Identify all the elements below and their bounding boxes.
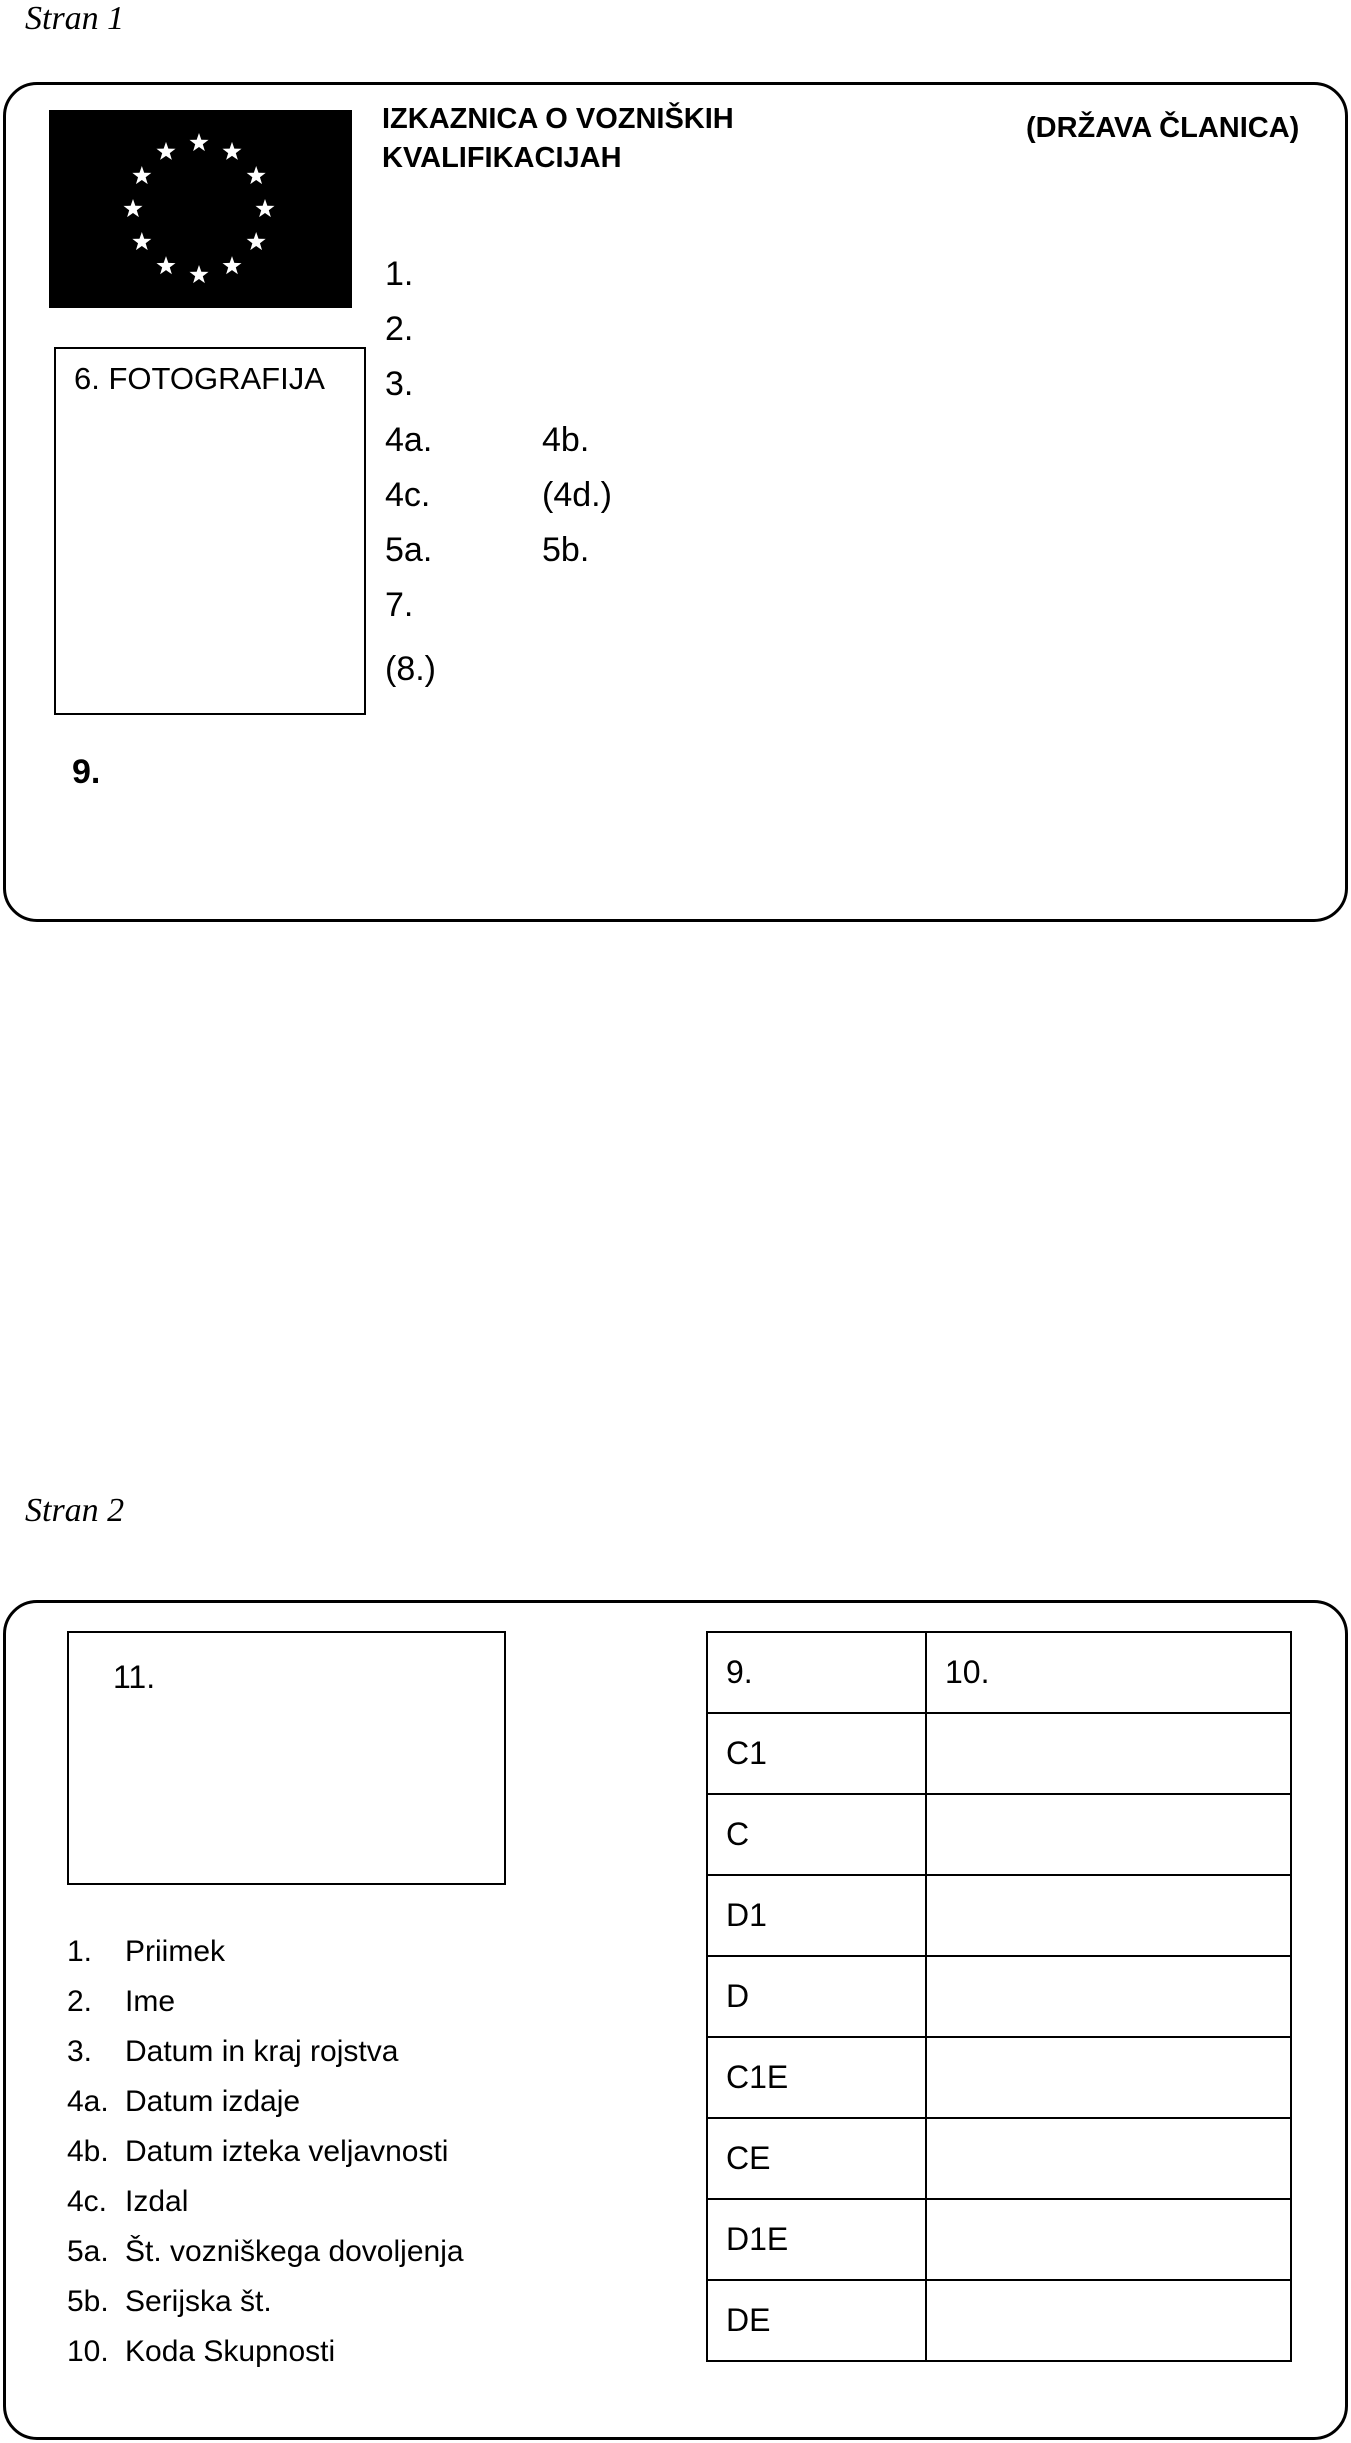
page2-label: Stran 2 [25,1492,125,1529]
legend-item: 1. Priimek [67,1935,226,1968]
star-icon [189,133,208,151]
legend-item: 4b. Datum izteka veljavnosti [67,2135,449,2168]
table-cell-category: CE [707,2118,926,2199]
table-cell-category: C1E [707,2037,926,2118]
field-4a: 4a. [385,421,433,459]
star-icon [132,166,151,184]
category-table [706,1631,1292,2362]
table-row [707,2280,1291,2361]
table-row [707,2118,1291,2199]
table-cell-code [926,2118,1291,2199]
legend-item: 4c. Izdal [67,2185,189,2218]
table-cell-code [926,1794,1291,1875]
eu-flag-stars [49,110,352,308]
table-cell-category: DE [707,2280,926,2361]
field-4b: 4b. [542,421,590,459]
table-cell-category: C1 [707,1713,926,1794]
card-title-line1: IZKAZNICA O VOZNIŠKIH [382,103,734,135]
table-header-9: 9. [707,1632,926,1713]
legend-item: 3. Datum in kraj rojstva [67,2035,399,2068]
legend-item: 5b. Serijska št. [67,2285,272,2318]
table-header-row [707,1632,1291,1713]
table-cell-code [926,2037,1291,2118]
table-row [707,1713,1291,1794]
star-icon [247,232,266,250]
field-3: 3. [385,365,414,403]
star-icon [123,199,142,217]
page1-card [3,82,1348,922]
box-11-label: 11. [113,1659,156,1695]
table-cell-code [926,2199,1291,2280]
eu-flag-icon [49,110,352,308]
card-title [382,100,734,178]
field-5a: 5a. [385,531,433,569]
field-1: 1. [385,255,414,293]
table-row [707,1956,1291,2037]
photo-label: 6. FOTOGRAFIJA [74,361,325,396]
field-9: 9. [72,753,101,791]
legend-item: 10. Koda Skupnosti [67,2335,336,2368]
page2-card [3,1600,1348,2440]
star-icon [222,256,241,274]
star-icon [156,256,175,274]
field-4c: 4c. [385,476,431,514]
table-cell-category: C [707,1794,926,1875]
star-icon [222,142,241,160]
legend-item: 4a. Datum izdaje [67,2085,301,2118]
field-4d: (4d.) [542,476,612,514]
card-title-line2: KVALIFIKACIJAH [382,142,622,175]
star-icon [156,142,175,160]
photo-box [54,347,366,715]
table-cell-code [926,2280,1291,2361]
table-row [707,1875,1291,1956]
table-header-10: 10. [926,1632,1291,1713]
legend-list [67,1935,464,2385]
member-state: (DRŽAVA ČLANICA) [1026,112,1300,144]
table-cell-category: D [707,1956,926,2037]
table-cell-code [926,1713,1291,1794]
field-5b: 5b. [542,531,590,569]
table-cell-category: D1E [707,2199,926,2280]
field-8: (8.) [385,650,436,688]
table-cell-code [926,1875,1291,1956]
page1-label: Stran 1 [25,0,125,37]
table-row [707,1794,1291,1875]
legend-item: 5a. Št. vozniškega dovoljenja [67,2235,464,2268]
star-icon [255,199,274,217]
legend-item: 2. Ime [67,1985,176,2018]
table-cell-code [926,1956,1291,2037]
field-7: 7. [385,586,414,624]
star-icon [189,265,208,283]
table-row [707,2199,1291,2280]
table-cell-category: D1 [707,1875,926,1956]
box-11 [67,1631,506,1885]
star-icon [247,166,266,184]
star-icon [132,232,151,250]
field-2: 2. [385,310,414,348]
table-row [707,2037,1291,2118]
